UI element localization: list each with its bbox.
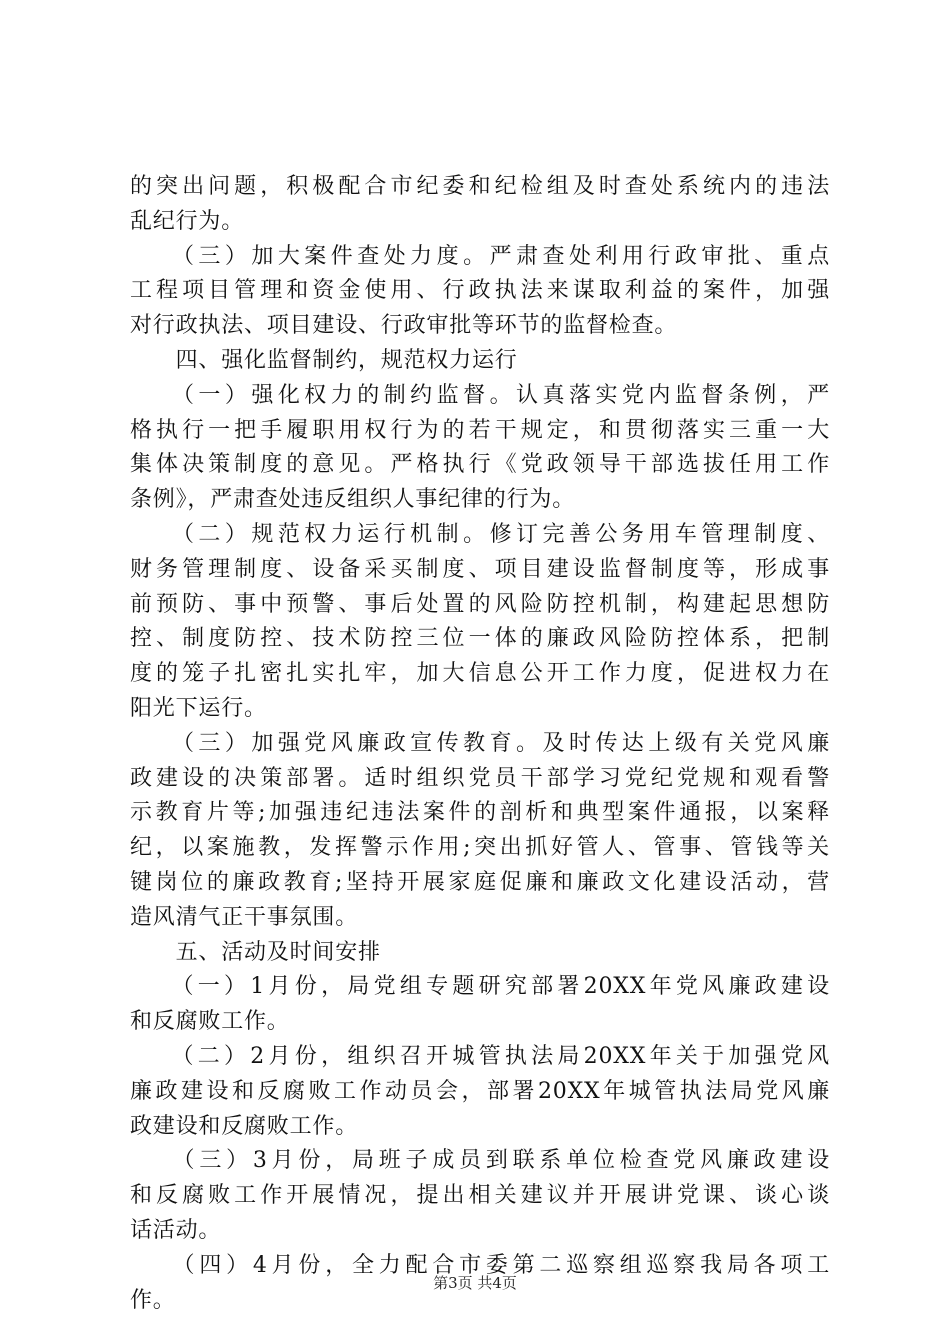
text-line: （三）加大案件查处力度。严肃查处利用行政审批、重点 — [130, 243, 830, 269]
text-line: 集体决策制度的意见。严格执行《党政领导干部选拔任用工作 — [130, 452, 830, 478]
text-line: 对行政执法、项目建设、行政审批等环节的监督检查。 — [130, 313, 678, 339]
text-line: 示教育片等;加强违纪违法案件的剖析和典型案件通报，以案释 — [130, 800, 830, 826]
text-line: 阳光下运行。 — [130, 695, 267, 721]
text-line: （三）3月份，局班子成员到联系单位检查党风廉政建设 — [130, 1148, 830, 1174]
text-line: 政建设和反腐败工作。 — [130, 1113, 359, 1139]
text-line: 工程项目管理和资金使用、行政执法来谋取利益的案件，加强 — [130, 278, 830, 304]
text-line: 和反腐败工作。 — [130, 1009, 290, 1035]
text-line: 控、制度防控、技术防控三位一体的廉政风险防控体系，把制 — [130, 626, 830, 652]
text-line: （一）强化权力的制约监督。认真落实党内监督条例，严 — [130, 382, 830, 408]
text-line: 和反腐败工作开展情况，提出相关建议并开展讲党课、谈心谈 — [130, 1183, 830, 1209]
text-line: （二）2月份，组织召开城管执法局20XX年关于加强党风 — [130, 1043, 830, 1069]
text-line: 政建设的决策部署。适时组织党员干部学习党纪党规和观看警 — [130, 765, 830, 791]
text-line: 的突出问题，积极配合市纪委和纪检组及时查处系统内的违法 — [130, 174, 830, 199]
text-line: 度的笼子扎密扎实扎牢，加大信息公开工作力度，促进权力在 — [130, 661, 830, 687]
text-line: （四）4月份，全力配合市委第二巡察组巡察我局各项工 — [130, 1252, 830, 1278]
text-line: 造风清气正干事氛围。 — [130, 904, 359, 930]
text-line: 键岗位的廉政教育;坚持开展家庭促廉和廉政文化建设活动，营 — [130, 869, 830, 895]
text-line: 四、强化监督制约，规范权力运行 — [130, 347, 518, 373]
text-line: 话活动。 — [130, 1217, 222, 1243]
text-line: 作。 — [130, 1287, 176, 1313]
document-body — [130, 170, 830, 1318]
text-line: 乱纪行为。 — [130, 208, 245, 234]
text-line: （三）加强党风廉政宣传教育。及时传达上级有关党风廉 — [130, 730, 830, 756]
text-line: （二）规范权力运行机制。修订完善公务用车管理制度、 — [130, 521, 830, 547]
text-line: 前预防、事中预警、事后处置的风险防控机制，构建起思想防 — [130, 591, 830, 617]
text-line: 条例》，严肃查处违反组织人事纪律的行为。 — [130, 487, 576, 513]
text-line: 纪，以案施教，发挥警示作用;突出抓好管人、管事、管钱等关 — [130, 835, 830, 861]
text-line: 廉政建设和反腐败工作动员会，部署20XX年城管执法局党风廉 — [130, 1078, 830, 1104]
text-line: 财务管理制度、设备采买制度、项目建设监督制度等，形成事 — [130, 556, 830, 582]
text-line: 格执行一把手履职用权行为的若干规定，和贯彻落实三重一大 — [130, 417, 830, 443]
text-line: 五、活动及时间安排 — [130, 939, 381, 965]
page-footer: 第3页 共4页 — [433, 1274, 517, 1292]
text-line: （一）1月份，局党组专题研究部署20XX年党风廉政建设 — [130, 974, 830, 1000]
